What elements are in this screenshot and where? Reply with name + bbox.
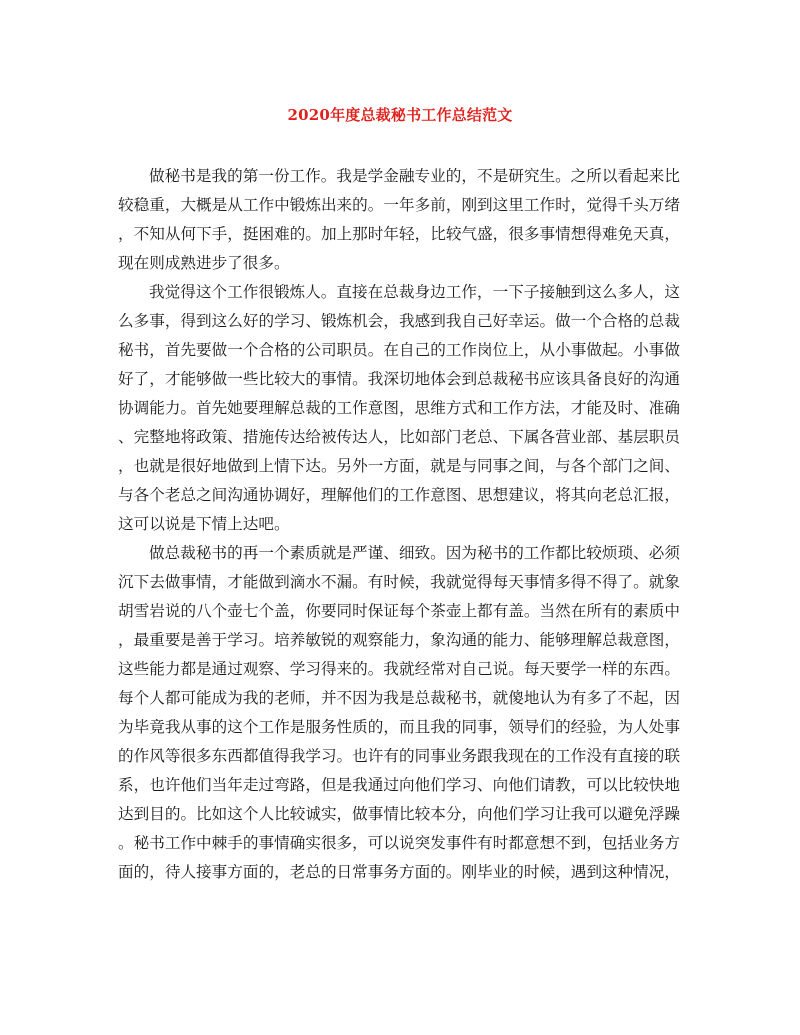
text-line: 协调能力。首先她要理解总裁的工作意图，思维方式和工作方法，才能及时、准确 [118, 399, 680, 417]
text-line: 秘书，首先要做一个合格的公司职员。在自己的工作岗位上，从小事做起。小事做 [118, 341, 680, 359]
text-line: 这可以说是下情上达吧。 [118, 515, 290, 533]
text-line: 。秘书工作中棘手的事情确实很多，可以说突发事件有时都意想不到，包括业务方 [118, 834, 680, 852]
text-line: 做总裁秘书的再一个素质就是严谨、细致。因为秘书的工作都比较烦琐、必须 [149, 544, 680, 562]
document-title: 2020年度总裁秘书工作总结范文 [287, 106, 513, 124]
text-line: 沉下去做事情，才能做到滴水不漏。有时候，我就觉得每天事情多得不得了。就象 [118, 573, 680, 591]
text-line: 面的，待人接事方面的，老总的日常事务方面的。刚毕业的时候，遇到这种情况， [118, 863, 680, 881]
text-line: ，不知从何下手，挺困难的。加上那时年轻，比较气盛，很多事情想得难免天真， [118, 225, 680, 243]
text-line: 的作风等很多东西都值得我学习。也许有的同事业务跟我现在的工作没有直接的联 [118, 747, 680, 765]
text-line: 系，也许他们当年走过弯路，但是我通过向他们学习、向他们请教，可以比较快地 [118, 776, 680, 794]
text-line: 做秘书是我的第一份工作。我是学金融专业的，不是研究生。之所以看起来比 [149, 167, 680, 185]
text-line: 胡雪岩说的八个壶七个盖，你要同时保证每个茶壶上都有盖。当然在所有的素质中 [118, 602, 680, 620]
text-line: 、完整地将政策、措施传达给被传达人，比如部门老总、下属各营业部、基层职员 [118, 428, 680, 446]
text-line: 我觉得这个工作很锻炼人。直接在总裁身边工作，一下子接触到这么多人，这 [149, 283, 680, 301]
text-line: 好了，才能够做一些比较大的事情。我深切地体会到总裁秘书应该具备良好的沟通 [118, 370, 680, 388]
text-line: 达到目的。比如这个人比较诚实，做事情比较本分，向他们学习让我可以避免浮躁 [118, 805, 680, 823]
text-line: ，最重要是善于学习。培养敏锐的观察能力，象沟通的能力、能够理解总裁意图， [118, 631, 680, 649]
text-line: 为毕竟我从事的这个工作是服务性质的，而且我的同事，领导们的经验，为人处事 [118, 718, 680, 736]
text-line: 现在则成熟进步了很多。 [118, 254, 290, 272]
document-body [118, 162, 680, 887]
text-line: 么多事，得到这么好的学习、锻炼机会，我感到我自己好幸运。做一个合格的总裁 [118, 312, 680, 330]
text-line: 与各个老总之间沟通协调好，理解他们的工作意图、思想建议，将其向老总汇报， [118, 486, 680, 504]
text-line: ，也就是很好地做到上情下达。另外一方面，就是与同事之间，与各个部门之间、 [118, 457, 680, 475]
text-line: 较稳重，大概是从工作中锻炼出来的。一年多前，刚到这里工作时，觉得千头万绪 [118, 196, 680, 214]
text-line: 这些能力都是通过观察、学习得来的。我就经常对自己说。每天要学一样的东西。 [118, 660, 680, 678]
text-line: 每个人都可能成为我的老师，并不因为我是总裁秘书，就傻地认为有多了不起，因 [118, 689, 680, 707]
